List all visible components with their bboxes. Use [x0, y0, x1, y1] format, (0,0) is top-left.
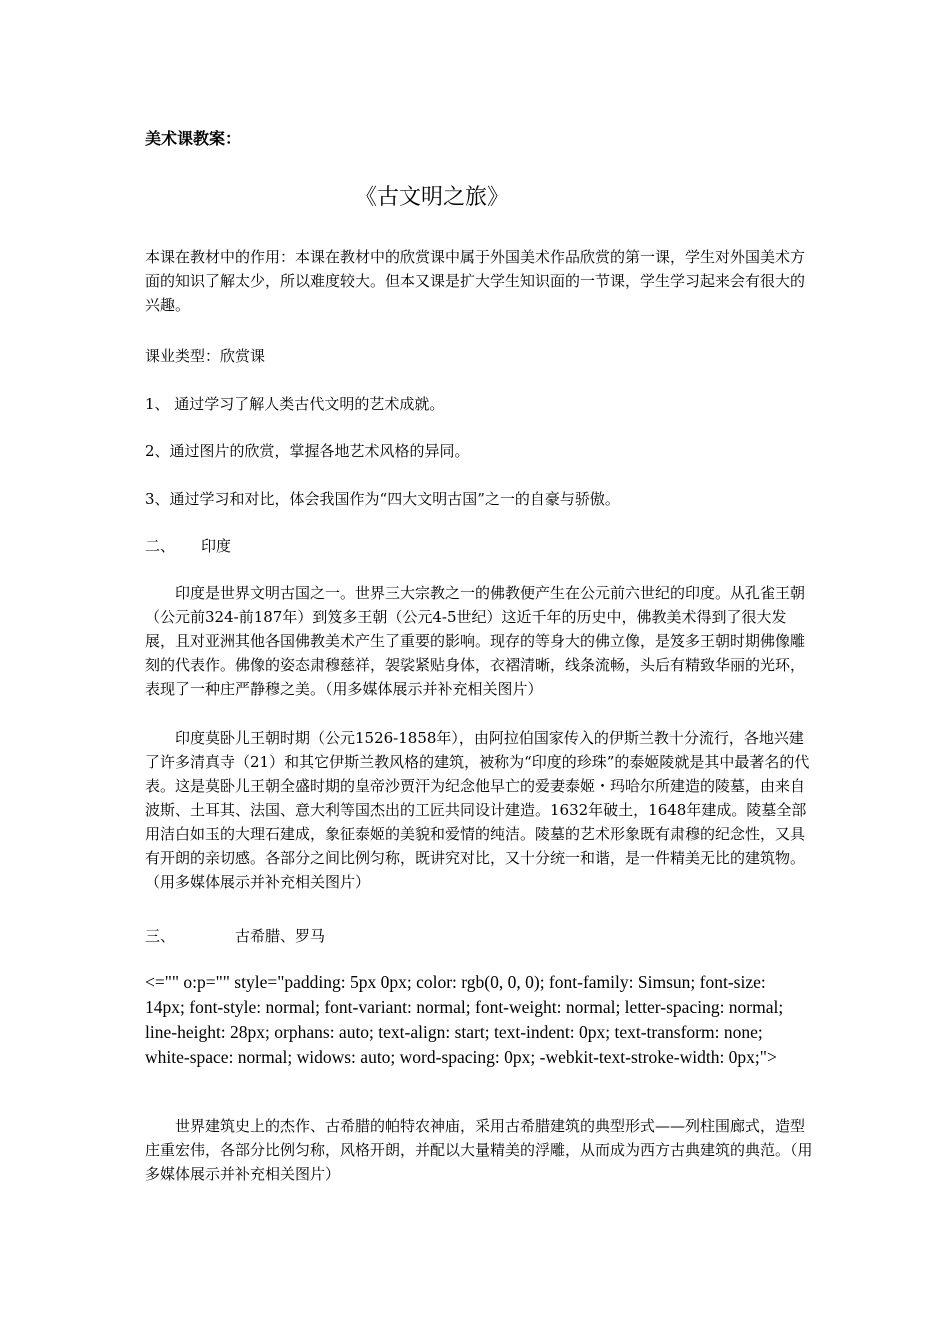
goal-item-3: 3、通过学习和对比，体会我国作为“四大文明古国”之一的自豪与骄傲。 — [145, 490, 620, 508]
doc-title: 《古文明之旅》 — [355, 185, 510, 210]
section-name: 古希腊、罗马 — [235, 927, 326, 945]
lesson-type: 课业类型：欣赏课 — [145, 347, 266, 365]
section-number: 二、 — [145, 537, 176, 555]
india-paragraph-1: 印度是世界文明古国之一。世界三大宗教之一的佛教便产生在公元前六世纪的印度。从孔雀王朝（公元前324-前187年）到笈多王朝（公元4-5世纪）这近千年的历史中，佛教美术得到了很大发展，且对亚洲其他各国佛教美术产生了重要的影响。现存的等身大的佛立像，是笈多王朝时期佛像雕刻的代表作。佛像的姿态肃穆慈祥，袈裟紧贴身体，衣褶清晰，线条流畅，头后有精致华丽的光环，表现了一种庄严静穆之美。（用多媒体展示并补充相关图片） — [145, 584, 806, 698]
doc-heading: 美术课教案： — [145, 129, 242, 148]
raw-markup-text: <="" o:p="" style="padding: 5px 0px; color: rgb(0, 0, 0); font-family: Simsun; font-size: 14px; font-style: normal; font-variant: normal; font-weight: normal; letter-spacing: normal; line-height: 28px; orphans: auto; text-align: start; text-indent: 0px; text-transform: none; white-space: normal; widows: auto; word-spacing: 0px; -webkit-text-stroke-width: 0px;"> — [145, 972, 784, 1067]
goal-item-2: 2、通过图片的欣赏，掌握各地艺术风格的异同。 — [145, 442, 470, 460]
goal-item-1: 1、 通过学习了解人类古代文明的艺术成就。 — [145, 395, 445, 413]
india-paragraph-2: 印度莫卧儿王朝时期（公元1526-1858年），由阿拉伯国家传入的伊斯兰教十分流行，各地兴建了许多清真寺（21）和其它伊斯兰教风格的建筑，被称为“印度的珍珠”的泰姬陵就是其中最著名的代表。这是莫卧儿王朝全盛时期的皇帝沙贾汗为纪念他早亡的爱妻泰姬・玛哈尔所建造的陵墓，由来自波斯、土耳其、法国、意大利等国杰出的工匠共同设计建造。1632年破土，1648年建成。陵墓全部用洁白如玉的大理石建成，象征泰姬的美貌和爱情的纯洁。陵墓的艺术形象既有肃穆的纪念性，又具有开朗的亲切感。各部分之间比例匀称，既讲究对比，又十分统一和谐，是一件精美无比的建筑物。（用多媒体展示并补充相关图片） — [145, 729, 810, 891]
section-name: 印度 — [201, 537, 232, 555]
section-heading-greece-rome — [145, 924, 815, 948]
section-heading-india — [145, 534, 815, 558]
greece-paragraph: 世界建筑史上的杰作、古希腊的帕特农神庙，采用古希腊建筑的典型形式——列柱围廊式，造型庄重宏伟，各部分比例匀称，风格开朗，并配以大量精美的浮雕，从而成为西方古典建筑的典范。（用多媒体展示并补充相关图片） — [145, 1117, 813, 1183]
section-number: 三、 — [145, 927, 176, 945]
intro-paragraph: 本课在教材中的作用：本课在教材中的欣赏课中属于外国美术作品欣赏的第一课，学生对外国美术方面的知识了解太少，所以难度较大。但本又课是扩大学生知识面的一节课，学生学习起来会有很大的兴趣。 — [145, 248, 806, 314]
